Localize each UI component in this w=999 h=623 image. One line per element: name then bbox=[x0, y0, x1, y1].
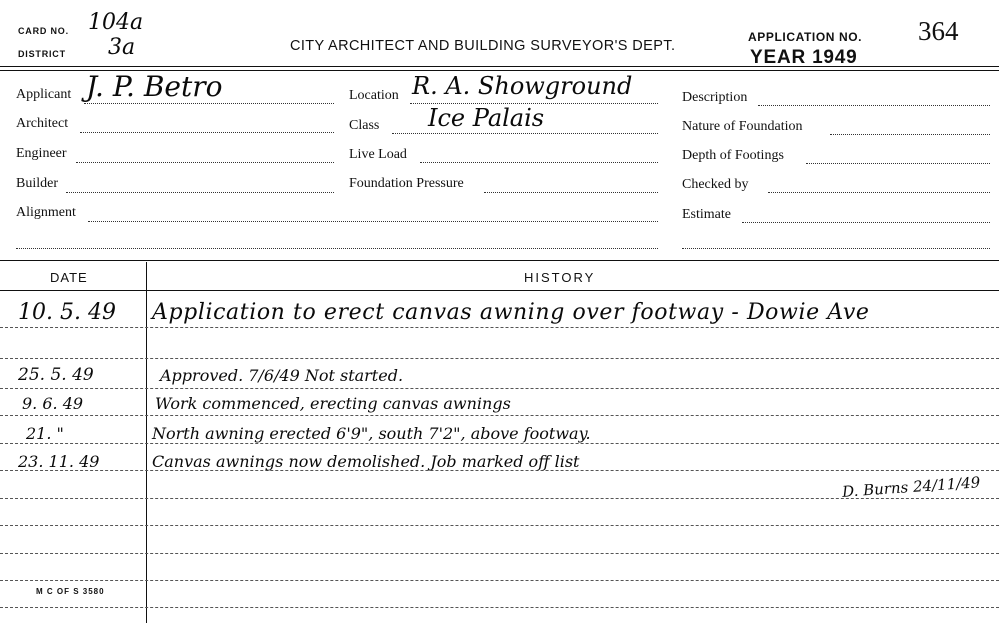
alignment-label: Alignment bbox=[16, 205, 76, 220]
ruled-line bbox=[0, 388, 999, 389]
estimate-label: Estimate bbox=[682, 207, 731, 222]
location-label: Location bbox=[349, 88, 399, 103]
class-line bbox=[392, 133, 658, 134]
class-label: Class bbox=[349, 118, 380, 133]
right-blank-line bbox=[682, 248, 990, 249]
builder-label: Builder bbox=[16, 176, 58, 191]
builder-line bbox=[66, 192, 334, 193]
depth-of-footings-line bbox=[806, 163, 990, 164]
description-line bbox=[758, 105, 990, 106]
architect-line bbox=[80, 132, 334, 133]
history-column-header: HISTORY bbox=[524, 270, 596, 285]
history-date: 10. 5. 49 bbox=[18, 300, 116, 325]
date-column-header: DATE bbox=[50, 270, 88, 285]
foundation-pressure-label: Foundation Pressure bbox=[349, 176, 464, 191]
year-label: YEAR 1949 bbox=[750, 47, 858, 68]
history-rule-top bbox=[0, 260, 999, 261]
class-value: Ice Palais bbox=[428, 104, 545, 132]
history-date: 9. 6. 49 bbox=[22, 394, 84, 413]
depth-of-footings-label: Depth of Footings bbox=[682, 148, 784, 163]
blank-line bbox=[16, 248, 658, 249]
district-label: DISTRICT bbox=[18, 49, 66, 59]
estimate-line bbox=[742, 222, 990, 223]
history-text: Approved. 7/6/49 Not started. bbox=[160, 366, 404, 385]
application-no-label: APPLICATION NO. bbox=[748, 30, 863, 44]
department-title: CITY ARCHITECT AND BUILDING SURVEYOR'S DEPT. bbox=[290, 38, 676, 54]
location-value: R. A. Showground bbox=[412, 72, 633, 100]
card-no-label: CARD NO. bbox=[18, 26, 69, 36]
history-text: Application to erect canvas awning over footway - Dowie Ave bbox=[152, 300, 870, 325]
ruled-line bbox=[0, 607, 999, 608]
alignment-line bbox=[88, 221, 658, 222]
applicant-label: Applicant bbox=[16, 87, 72, 102]
ruled-line bbox=[0, 553, 999, 554]
history-date: 25. 5. 49 bbox=[18, 365, 94, 385]
form-code: M C OF S 3580 bbox=[36, 587, 105, 596]
card-no-value: 104a bbox=[88, 10, 144, 35]
live-load-line bbox=[420, 162, 658, 163]
ruled-line bbox=[0, 443, 999, 444]
history-header-rule bbox=[0, 290, 999, 291]
application-no-value: 364 bbox=[918, 16, 959, 46]
ruled-line bbox=[0, 327, 999, 328]
checked-by-label: Checked by bbox=[682, 177, 749, 192]
ruled-line bbox=[0, 415, 999, 416]
history-date: 21. " bbox=[26, 424, 64, 443]
applicant-value: J. P. Betro bbox=[86, 70, 223, 103]
history-text: Canvas awnings now demolished. Job marked off list bbox=[152, 452, 580, 471]
history-text: Work commenced, erecting canvas awnings bbox=[155, 394, 511, 413]
applicant-line bbox=[84, 103, 334, 104]
architect-label: Architect bbox=[16, 116, 69, 131]
nature-of-foundation-line bbox=[830, 134, 990, 135]
district-value: 3a bbox=[108, 35, 136, 60]
live-load-label: Live Load bbox=[349, 147, 407, 162]
description-label: Description bbox=[682, 90, 748, 105]
history-text: North awning erected 6'9", south 7'2", above footway. bbox=[152, 424, 591, 443]
history-date: 23. 11. 49 bbox=[18, 452, 100, 471]
ruled-line bbox=[0, 525, 999, 526]
header-rule-top bbox=[0, 66, 999, 67]
signature: D. Burns 24/11/49 bbox=[841, 473, 981, 501]
checked-by-line bbox=[768, 192, 990, 193]
engineer-label: Engineer bbox=[16, 146, 67, 161]
engineer-line bbox=[76, 162, 334, 163]
foundation-pressure-line bbox=[484, 192, 658, 193]
nature-of-foundation-label: Nature of Foundation bbox=[682, 119, 803, 134]
ruled-line bbox=[0, 358, 999, 359]
ruled-line bbox=[0, 580, 999, 581]
